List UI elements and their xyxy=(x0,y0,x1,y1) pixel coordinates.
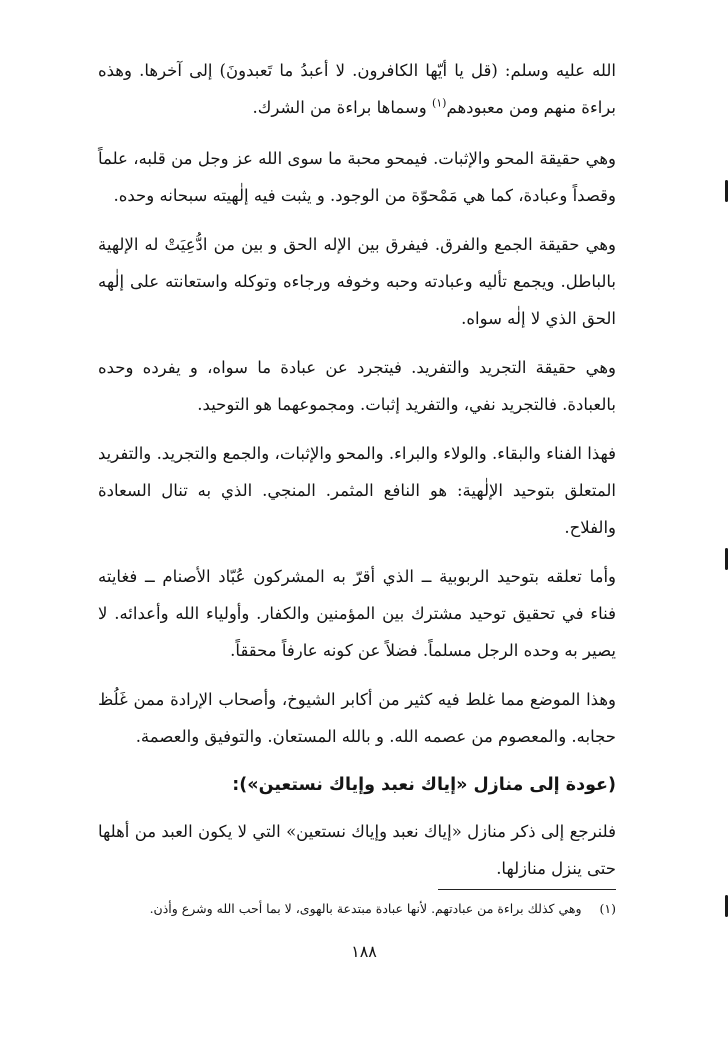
page-number: ١٨٨ xyxy=(351,942,377,961)
footnote xyxy=(98,896,616,922)
paragraph-1 xyxy=(98,52,616,126)
paragraph-1-text: الله عليه وسلم: (قل يا أيّها الكافرون. لا أعبدُ ما تَعبدونَ) إلى آخرها. وهذه براءة منهم ومن معبودهم xyxy=(98,61,616,117)
paragraph-2: وهي حقيقة المحو والإثبات. فيمحو محبة ما سوى الله عز وجل من قلبه، علماً وقصداً وعبادة، كما هي مَمْحوّة من الوجود. و يثبت فيه إلٰهيته سبحانه وحده. xyxy=(98,149,616,205)
paragraph-1-tail: وسماها براءة من الشرك. xyxy=(252,98,432,117)
paragraph-4: وهي حقيقة التجريد والتفريد. فيتجرد عن عبادة ما سواه، و يفرده وحده بالعبادة. فالتجريد نفي، والتفريد إثبات. ومجموعهما هو التوحيد. xyxy=(98,358,616,414)
page-body xyxy=(98,52,616,922)
paragraph-6: وأما تعلقه بتوحيد الربوبية ــ الذي أقرّ به المشركون عُبّاد الأصنام ــ فغايته فناء في تحقيق توحيد مشترك بين المؤمنين والكفار. وأولياء الله وأعدائه. لا يصير به وحده الرجل مسلماً. فضلاً عن كونه عارفاً محققاً. xyxy=(98,567,616,660)
paragraph-7: وهذا الموضع مما غلط فيه كثير من أكابر الشيوخ، وأصحاب الإرادة ممن غَلُظ حجابه. والمعصوم من عصمه الله. و بالله المستعان. والتوفيق والعصمة. xyxy=(98,690,616,746)
section-heading: (عودة إلى منازل «إياك نعبد وإياك نستعين»): xyxy=(232,775,616,795)
footnote-divider xyxy=(438,889,616,890)
paragraph-5: فهذا الفناء والبقاء. والولاء والبراء. والمحو والإثبات، والجمع والتجريد. والتفريد المتعلق بتوحيد الإلٰهية: هو النافع المثمر. المنجي. الذي به تنال السعادة والفلاح. xyxy=(98,444,616,537)
footnote-marker: (١) xyxy=(599,901,616,916)
footnote-reference-1[interactable]: (١) xyxy=(431,96,447,110)
paragraph-closing: فلنرجع إلى ذكر منازل «إياك نعبد وإياك نستعين» التي لا يكون العبد من أهلها حتى ينزل منازلها. xyxy=(98,822,616,878)
footnote-text: وهي كذلك براءة من عبادتهم. لأنها عبادة مبتدعة بالهوى، لا بما أحب الله وشرع وأذن. xyxy=(149,901,582,916)
paragraph-3: وهي حقيقة الجمع والفرق. فيفرق بين الإله الحق و بين من ادُّعِيَتْ له الإلهية بالباطل. ويجمع تأليه وعبادته وحبه وخوفه ورجاءه وتوكله واستعانته على إلٰهه الحق الذي لا إلٰه سواه. xyxy=(98,235,616,328)
